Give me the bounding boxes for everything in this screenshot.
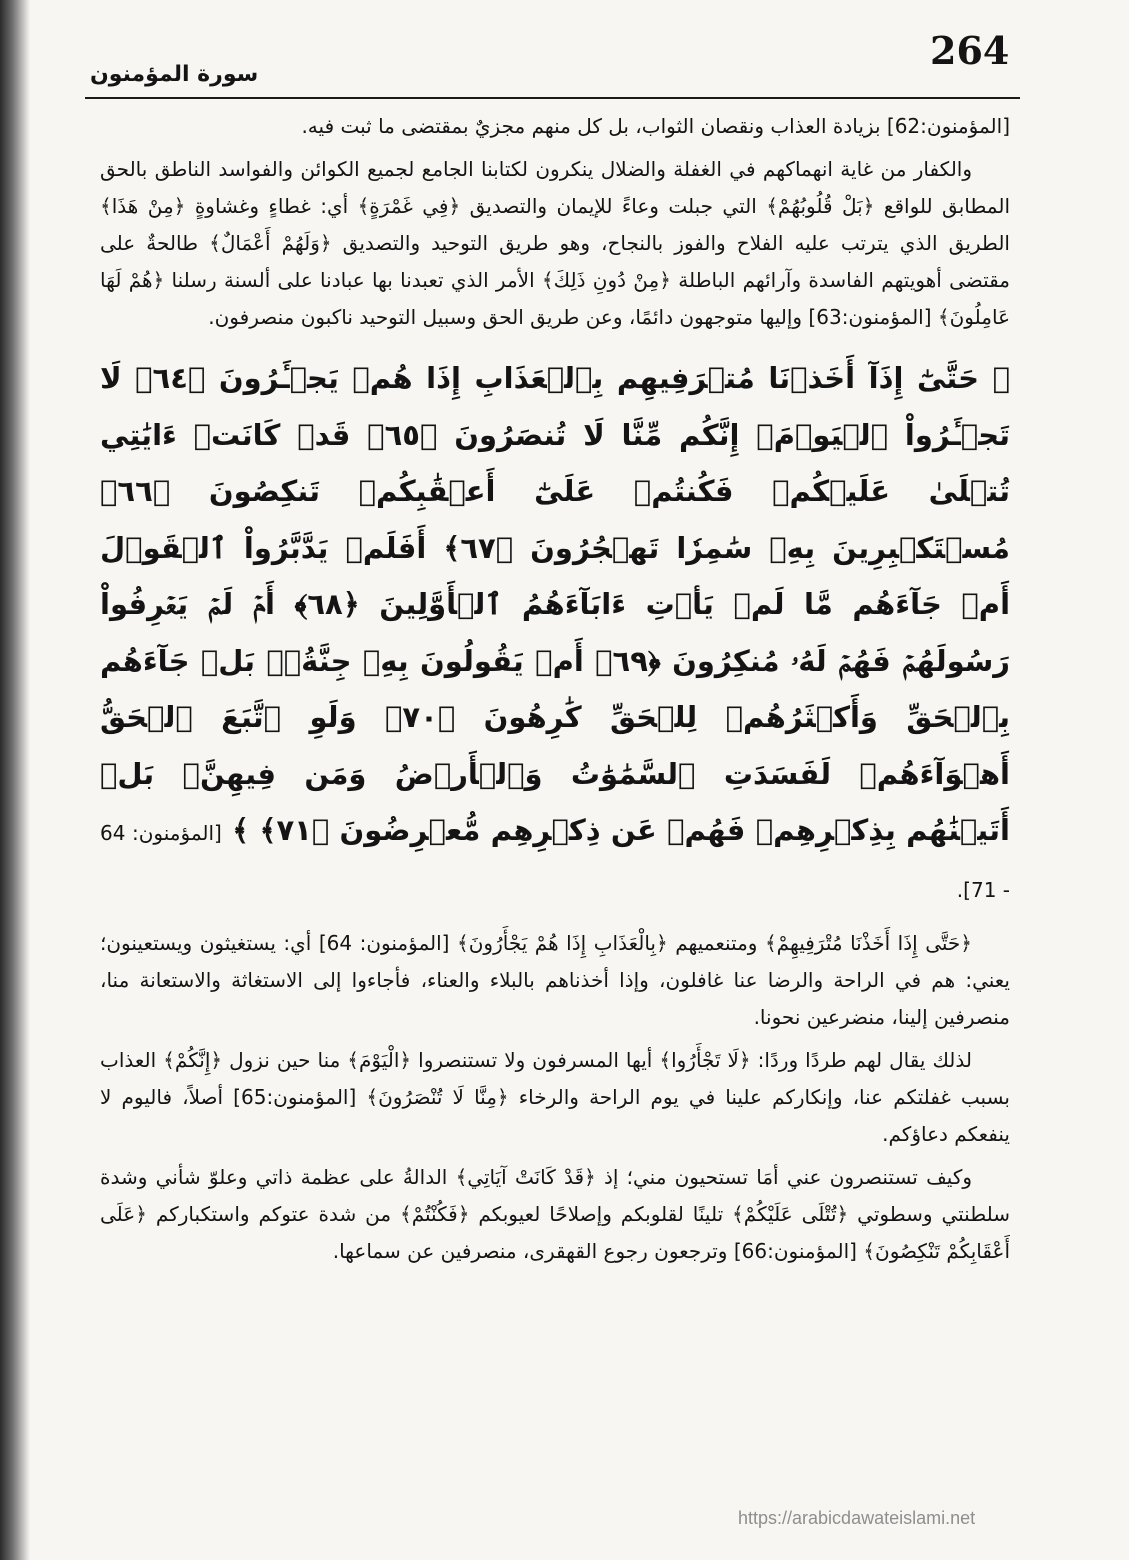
paragraph-commentary-1: والكفار من غاية انهماكهم في الغفلة والضلال ينكرون لكتابنا الجامع لجميع الكوائن والفواسد الناطق بالحق المطابق للواقع ﴿بَلْ قُلُوبُهُمْ﴾ التي جبلت وعاءً للإيمان والتصديق ﴿فِي غَمْرَةٍ﴾ أي: غطاءٍ وغشاوةٍ ﴿مِنْ هَذَا﴾ الطريق الذي يترتب عليه الفلاح والفوز بالنجاح، وهو طريق التوحيد والتصديق ﴿وَلَهُمْ أَعْمَالٌ﴾ طالحةٌ على مقتضى أهويتهم الفاسدة وآرائهم الباطلة ﴿مِنْ دُونِ ذَلِكَ﴾ الأمر الذي تعبدنا بها عبادنا على ألسنة رسلنا ﴿هُمْ لَهَا عَامِلُونَ﴾ [المؤمنون:63] وإليها متوجهون دائمًا، وعن طريق الحق وسبيل التوحيد ناكبون منصرفون. — [100, 157, 1010, 329]
paragraph-commentary-4: وكيف تستنصرون عني أمَا تستحيون مني؛ إذ ﴿قَدْ كَانَتْ آيَاتِي﴾ الدالةُ على عظمة ذاتي وعلوّ شأني وشدة سلطنتي وسطوتي ﴿تُتْلَى عَلَيْكُمْ﴾ تلينًا لقلوبكم وإصلاحًا لعيوبكم ﴿فَكُنْتُمْ﴾ من شدة عتوكم واستكباركم ﴿عَلَى أَعْقَابِكُمْ تَنْكِصُونَ﴾ [المؤمنون:66] وترجعون رجوع القهقرى، منصرفين عن سماعها. — [100, 1165, 1010, 1264]
watermark-url: https://arabicdawateislami.net — [738, 1508, 976, 1528]
page-body — [100, 108, 1010, 1488]
surah-title: سورة المؤمنون — [90, 62, 259, 87]
paragraph-intro: [المؤمنون:62] بزيادة العذاب ونقصان الثواب، بل كل منهم مجزيٌ بمقتضى ما ثبت فيه. — [301, 114, 1010, 138]
paragraph-commentary-3: لذلك يقال لهم طردًا وردًا: ﴿لَا تَجْأَرُوا﴾ أيها المسرفون ولا تستنصروا ﴿الْيَوْمَ﴾ منا حين نزول ﴿إِنَّكُمْ﴾ العذاب بسبب غفلتكم عنا، وإنكاركم علينا في يوم الراحة والرخاء ﴿مِنَّا لَا تُنْصَرُونَ﴾ [المؤمنون:65] أصلاً، فاليوم لا ينفعكم دعاؤكم. — [100, 1048, 1010, 1147]
quran-verses-text: ﴿ حَتَّىٰٓ إِذَآ أَخَذۡنَا مُتۡرَفِيهِم بِٱلۡعَذَابِ إِذَا هُمۡ يَجۡـَٔرُونَ ﴿٦٤﴾ لَا تَجۡـَٔرُواْ ٱلۡيَوۡمَۖ إِنَّكُم مِّنَّا لَا تُنصَرُونَ ﴿٦٥﴾ قَدۡ كَانَتۡ ءَايَٰتِي تُتۡلَىٰ عَلَيۡكُمۡ فَكُنتُمۡ عَلَىٰٓ أَعۡقَٰبِكُمۡ تَنكِصُونَ ﴿٦٦﴾ مُسۡتَكۡبِرِينَ بِهِۦ سَٰمِرٗا تَهۡجُرُونَ ﴿٦٧﴾ أَفَلَمۡ يَدَّبَّرُواْ ٱلۡقَوۡلَ أَمۡ جَآءَهُم مَّا لَمۡ يَأۡتِ ءَابَآءَهُمُ ٱلۡأَوَّلِينَ ﴿٦٨﴾ أَمۡ لَمۡ يَعۡرِفُواْ رَسُولَهُمۡ فَهُمۡ لَهُۥ مُنكِرُونَ ﴿٦٩﴾ أَمۡ يَقُولُونَ بِهِۦ جِنَّةُۢۚ بَلۡ جَآءَهُم بِٱلۡحَقِّ وَأَكۡثَرُهُمۡ لِلۡحَقِّ كَٰرِهُونَ ﴿٧٠﴾ وَلَوِ ٱتَّبَعَ ٱلۡحَقُّ أَهۡوَآءَهُمۡ لَفَسَدَتِ ٱلسَّمَٰوَٰتُ وَٱلۡأَرۡضُ وَمَن فِيهِنَّۚ بَلۡ أَتَيۡنَٰهُم بِذِكۡرِهِمۡ فَهُمۡ عَن ذِكۡرِهِم مُّعۡرِضُونَ ﴿٧١﴾ ﴾ — [100, 361, 1010, 848]
page-number: 264 — [930, 28, 1010, 73]
paragraph-commentary-2: ﴿حَتَّى إِذَا أَخَذْنَا مُتْرَفِيهِمْ﴾ ومتنعميهم ﴿بِالْعَذَابِ إِذَا هُمْ يَجْأَرُونَ﴾ [المؤمنون: 64] أي: يستغيثون ويستعينون؛ يعني: هم في الراحة والرضا عنا غافلون، وإذا أخذناهم بالبلاء والعناء، فأجاءوا إلى الاستغاثة والاستعانة منا، منصرفين إلينا، منضرعين نحونا. — [100, 931, 1010, 1030]
header-divider — [85, 97, 1020, 99]
quran-verses-block — [100, 350, 1010, 915]
page-binding-edge — [0, 0, 30, 1560]
quran-verses-reference: [المؤمنون: 64 - 71]. — [100, 821, 1010, 902]
